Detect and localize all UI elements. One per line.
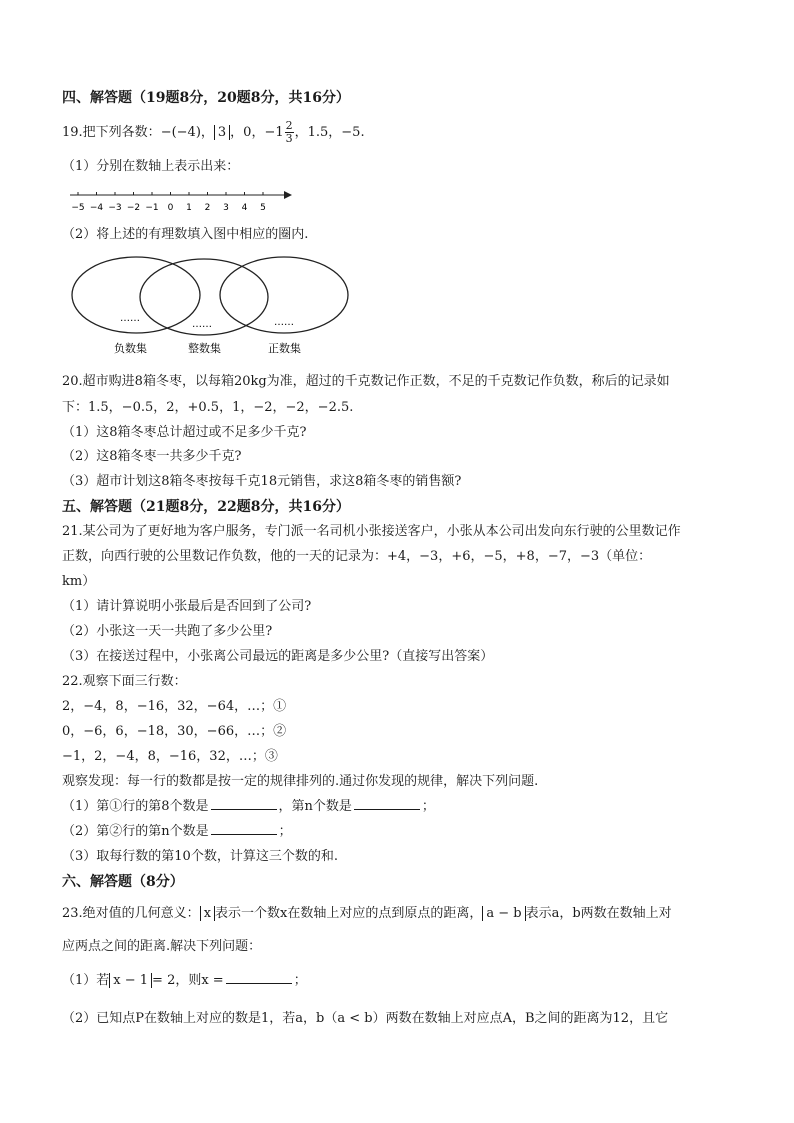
positive-set-label: 正数集 bbox=[268, 342, 301, 355]
q23-part1 bbox=[62, 971, 307, 991]
q19-numbers-c: ，1.5，−5. bbox=[294, 125, 365, 140]
q22-line1: 22.观察下面三行数： bbox=[62, 674, 187, 689]
q20-part3: （3）超市计划这8箱冬枣按每千克18元销售，求这8箱冬枣的销售额? bbox=[62, 474, 462, 489]
answer-blank[interactable] bbox=[354, 797, 420, 810]
q22-row3: −1，2，−4，8，−16，32，…；③ bbox=[62, 749, 278, 764]
q19-stem bbox=[62, 120, 365, 145]
q21-line2: 正数，向西行驶的公里数记作负数，他的一天的记录为：+4，−3，+6，−5，+8，−7，−3（单位： bbox=[62, 549, 652, 564]
q19-abs-value: 3 bbox=[214, 125, 230, 140]
number-line-tick-label: 3 bbox=[223, 203, 229, 213]
number-line-tick-label: −3 bbox=[108, 203, 122, 213]
section-4-heading: 四、解答题（19题8分，20题8分，共16分） bbox=[62, 90, 350, 106]
q22-row2: 0，−6，6，−18，30，−66，…；② bbox=[62, 724, 287, 739]
q23-part1-c: ； bbox=[293, 973, 307, 988]
number-line-tick-label: −4 bbox=[89, 203, 104, 213]
q19-part1: （1）分别在数轴上表示出来： bbox=[62, 159, 240, 174]
q22-part2-b: ； bbox=[278, 824, 292, 839]
negative-set-label: 负数集 bbox=[114, 342, 147, 355]
q22-observation: 观察发现：每一行的数都是按一定的规律排列的.通过你发现的规律，解决下列问题. bbox=[62, 774, 539, 789]
q23-part1-a: （1）若 bbox=[62, 973, 110, 988]
q22-part1 bbox=[62, 797, 435, 817]
q20-line2: 下：1.5，−0.5，2，+0.5，1，−2，−2，−2.5. bbox=[62, 400, 354, 415]
fraction-numerator: 2 bbox=[285, 119, 293, 132]
number-line bbox=[62, 183, 302, 215]
q23-line2: 应两点之间的距离.解决下列问题： bbox=[62, 939, 262, 954]
q23-part2: （2）已知点P在数轴上对应的数是1，若a，b（a < b）两数在数轴上对应点A，B之间的距离为12，且它 bbox=[62, 1011, 669, 1026]
number-line-arrow bbox=[284, 191, 292, 199]
section-5-heading: 五、解答题（21题8分，22题8分，共16分） bbox=[62, 499, 350, 515]
answer-blank[interactable] bbox=[211, 822, 277, 835]
q20-line1: 20.超市购进8箱冬枣，以每箱20kg为准，超过的千克数记作正数，不足的千克数记作负数，称后的记录如 bbox=[62, 374, 670, 389]
q22-part1-c: ； bbox=[421, 799, 435, 814]
q22-row1: 2，−4，8，−16，32，−64，…；① bbox=[62, 699, 287, 714]
q19-numbers-a: −(−4)， bbox=[160, 125, 214, 140]
q23-line1-a: 23.绝对值的几何意义： bbox=[62, 906, 200, 921]
q22-part1-b: ，第n个数是 bbox=[278, 799, 352, 814]
number-line-tick-label: −2 bbox=[126, 203, 141, 213]
q23-abs-x-1: x − 1 bbox=[109, 973, 152, 988]
q22-part2-a: （2）第②行的第n个数是 bbox=[62, 824, 209, 839]
q19-numbers-b: ，0，−1 bbox=[230, 125, 284, 140]
q21-part1: （1）请计算说明小张最后是否回到了公司? bbox=[62, 599, 312, 614]
q22-part3: （3）取每行数的第10个数，计算这三个数的和. bbox=[62, 849, 338, 864]
number-line-tick-label: 0 bbox=[167, 203, 174, 213]
q21-part2: （2）小张这一天一共跑了多少公里? bbox=[62, 624, 273, 639]
positive-set-dots: …… bbox=[274, 317, 294, 328]
q21-part3: （3）在接送过程中，小张离公司最远的距离是多少公里?（直接写出答案） bbox=[62, 649, 494, 664]
answer-blank[interactable] bbox=[226, 971, 292, 984]
negative-set-dots: …… bbox=[120, 313, 140, 324]
q21-line3: km） bbox=[62, 574, 96, 589]
q23-line1-b: 表示一个数x在数轴上对应的点到原点的距离， bbox=[215, 906, 483, 921]
section-6-heading: 六、解答题（8分） bbox=[62, 874, 184, 890]
integer-set-dots: …… bbox=[192, 319, 212, 330]
q19-intro: 19.把下列各数： bbox=[62, 125, 161, 140]
fraction-denominator: 3 bbox=[285, 132, 293, 145]
q19-fraction bbox=[285, 120, 294, 145]
q22-part2 bbox=[62, 822, 292, 842]
number-line-tick-label: −5 bbox=[71, 203, 85, 213]
q23-abs-x: x bbox=[200, 906, 215, 921]
venn-diagram bbox=[62, 255, 352, 365]
integer-set-label: 整数集 bbox=[188, 342, 221, 355]
q20-part2: （2）这8箱冬枣一共多少千克? bbox=[62, 449, 242, 464]
q23-abs-a-b: a − b bbox=[482, 906, 525, 921]
q22-part1-a: （1）第①行的第8个数是 bbox=[62, 799, 209, 814]
q23-part1-b: = 2，则x = bbox=[152, 973, 224, 988]
number-line-tick-label: 5 bbox=[260, 203, 266, 213]
number-line-tick-label: 1 bbox=[186, 203, 192, 213]
q23-line1-c: 表示a，b两数在数轴上对 bbox=[525, 906, 672, 921]
q21-line1: 21.某公司为了更好地为客户服务，专门派一名司机小张接送客户，小张从本公司出发向东行驶的公里数记作 bbox=[62, 524, 681, 539]
q19-part2: （2）将上述的有理数填入图中相应的圈内. bbox=[62, 227, 309, 242]
answer-blank[interactable] bbox=[211, 797, 277, 810]
number-line-tick-label: 4 bbox=[241, 203, 248, 213]
number-line-tick-label: −1 bbox=[145, 203, 159, 213]
q23-line1 bbox=[62, 904, 672, 924]
q20-part1: （1）这8箱冬枣总计超过或不足多少千克? bbox=[62, 425, 307, 440]
number-line-tick-label: 2 bbox=[204, 203, 211, 213]
